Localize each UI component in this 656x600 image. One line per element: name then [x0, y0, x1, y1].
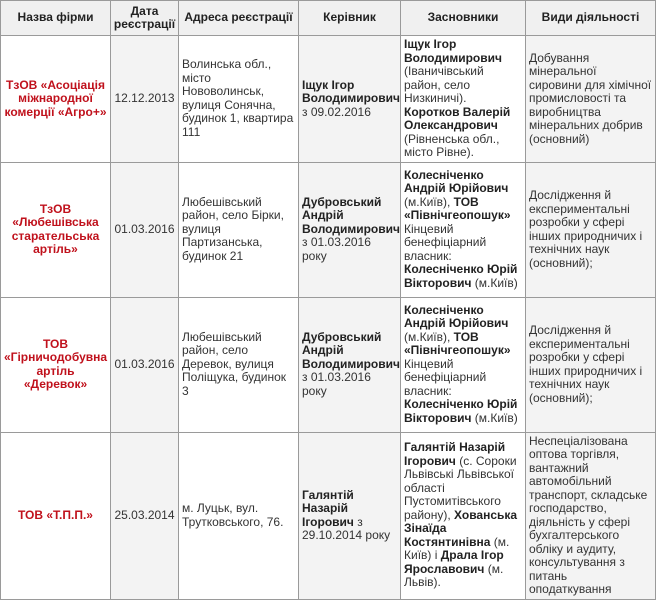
activity: Добування мінеральної сировини для хімічної промисловості та виробництва мінеральних добрив (основний) — [526, 36, 656, 163]
beneficiary-label: Кінцевий бенефіціарний власник: — [404, 356, 487, 398]
founder-company: ТОВ «Північгеопошук» — [404, 194, 511, 223]
head-name: Дубровський Андрій Володимирович — [302, 194, 400, 236]
header-activity: Види діяльності — [526, 1, 656, 36]
head-name: Дубровський Андрій Володимирович — [302, 329, 400, 371]
registration-address: м. Луцьк, вул. Трутковського, 76. — [179, 432, 299, 599]
header-registration-address: Адреса реєстрації — [179, 1, 299, 36]
founder-name: Коротков Валерій Олександрович — [404, 104, 511, 132]
registration-address: Любешівський район, село Бірки, вулиця Партизанська, будинок 21 — [179, 162, 299, 297]
header-head: Керівник — [299, 1, 401, 36]
founder-note: (м. Львів). — [404, 561, 504, 590]
table-header-row — [1, 1, 656, 36]
header-registration-date: Дата реєстрації — [111, 1, 179, 36]
header-founders: Засновники — [401, 1, 526, 36]
founder-note: (м.Київ), — [404, 194, 454, 209]
firm-name: ТОВ «Гірничодобувна артіль «Деревок» — [1, 297, 111, 432]
founder-name: Колесніченко Андрій Юрійович — [404, 302, 509, 331]
beneficiary-name: Колесніченко Юрій Вікторович — [404, 262, 518, 290]
founder-note: (м.Київ), — [404, 329, 454, 344]
table-row — [1, 297, 656, 432]
table-row — [1, 162, 656, 297]
registration-address: Волинська обл., місто Нововолинськ, вулиця Сонячна, будинок 1, квартира 111 — [179, 36, 299, 163]
founder-company: ТОВ «Північгеопошук» — [404, 329, 511, 358]
beneficiary-name: Колесніченко Юрій Вікторович — [404, 397, 518, 425]
registration-date: 01.03.2016 — [111, 297, 179, 432]
beneficiary-note: (м.Київ) — [471, 275, 518, 290]
firm-name: ТзОВ «Асоціація міжнародної комерції «Агро+» — [1, 36, 111, 163]
header-firm-name: Назва фірми — [1, 1, 111, 36]
founder-name: Іщук Ігор Володимирович — [404, 37, 502, 65]
founder-name: Галянтій Назарій Ігорович — [404, 440, 506, 468]
registration-date: 01.03.2016 — [111, 162, 179, 297]
head-cell — [299, 297, 401, 432]
table-row — [1, 432, 656, 599]
founder-name: Хованська Зінаїда Костянтинівна — [404, 507, 518, 549]
founders-cell — [401, 297, 526, 432]
founder-note: (с. Сороки Львівські Львівської області Пустомитівського району), — [404, 453, 517, 522]
head-since: з 29.10.2014 року — [302, 514, 391, 542]
head-cell — [299, 36, 401, 163]
founder-name: Колесніченко Андрій Юрійович — [404, 167, 509, 196]
founder-note: (м. Київ) і — [404, 534, 510, 563]
head-cell — [299, 432, 401, 599]
founders-cell — [401, 162, 526, 297]
founder-name: Драла Ігор Ярославович — [404, 548, 504, 576]
head-cell — [299, 162, 401, 297]
founder-note: (Іваничівський район, село Низкиничі). — [404, 64, 484, 105]
activity: Дослідження й експериментальні розробки у сфері інших природничих і технічних наук (основний); — [526, 297, 656, 432]
beneficiary-label: Кінцевий бенефіціарний власник: — [404, 221, 487, 263]
head-name: Галянтій Назарій Ігорович — [302, 487, 354, 529]
firm-name: ТОВ «Т.П.П.» — [1, 432, 111, 599]
head-since: з 09.02.2016 — [302, 104, 371, 119]
registration-address: Любешівський район, село Деревок, вулиця Поліщука, будинок 3 — [179, 297, 299, 432]
head-since: з 01.03.2016 року — [302, 370, 371, 398]
activity: Дослідження й експериментальні розробки у сфері інших природничих і технічних наук (основний); — [526, 162, 656, 297]
head-name: Іщук Ігор Володимирович — [302, 77, 400, 105]
registration-date: 12.12.2013 — [111, 36, 179, 163]
founders-cell — [401, 432, 526, 599]
table-row — [1, 36, 656, 163]
firm-name: ТзОВ «Любешівська старательська артіль» — [1, 162, 111, 297]
beneficiary-note: (м.Київ) — [471, 410, 518, 425]
founder-note: (Рівненська обл., місто Рівне). — [404, 131, 500, 159]
founders-cell — [401, 36, 526, 163]
registration-date: 25.03.2014 — [111, 432, 179, 599]
head-since: з 01.03.2016 року — [302, 235, 371, 263]
activity: Неспеціалізована оптова торгівля, вантажний автомобільний транспорт, складське господарство, діяльність у сфері бухгалтерського обліку и аудиту, консультування з питань оподаткування — [526, 432, 656, 599]
